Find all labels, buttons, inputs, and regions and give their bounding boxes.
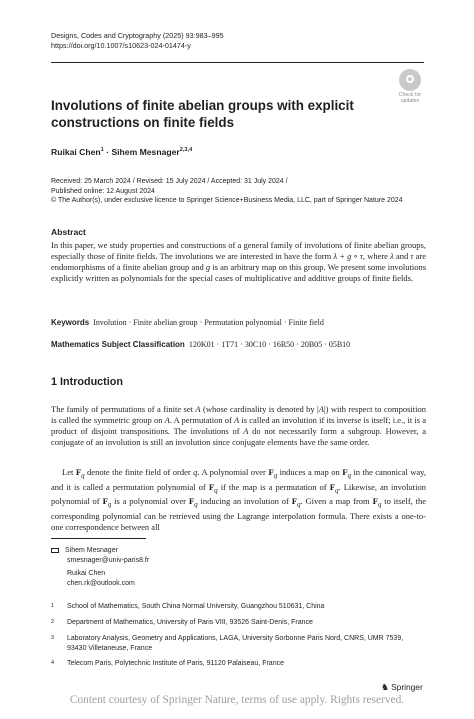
published-date: Published online: 12 August 2024	[51, 187, 155, 195]
check-updates-icon	[399, 69, 421, 91]
author-name[interactable]: Ruikai Chen	[51, 147, 101, 157]
field-symbol: F	[75, 468, 82, 477]
field-symbol: F	[329, 482, 335, 492]
affiliation-item	[51, 602, 431, 612]
keywords-value: Involution · Finite abelian group · Permutation polynomial · Finite field	[93, 318, 324, 327]
field-symbol: F	[268, 468, 274, 477]
affiliation-number: 4	[51, 660, 55, 666]
contact-email[interactable]: smesnager@univ-paris8.fr	[67, 556, 150, 564]
author-separator: ·	[103, 147, 112, 157]
msc-classification	[51, 340, 431, 349]
msc-label: Mathematics Subject Classification	[51, 340, 185, 349]
author-list	[51, 147, 192, 157]
received-dates: Received: 25 March 2024 / Revised: 15 July 2024 / Accepted: 31 July 2024 /	[51, 178, 288, 185]
contact-name: Sihem Mesnager	[65, 547, 118, 554]
footnote-rule	[51, 538, 146, 539]
journal-header	[51, 31, 224, 51]
contact-block	[51, 546, 149, 588]
courtesy-banner: Content courtesy of Springer Nature, terms of use apply. Rights reserved.	[69, 694, 405, 706]
copyright-line: © The Author(s), under exclusive licence to Springer Science+Business Media, LLC, part of Springer Nature 2024	[51, 197, 403, 205]
affiliation-text: Department of Mathematics, University of Paris VIII, 93526 Saint-Denis, France	[67, 619, 313, 626]
journal-citation: Designs, Codes and Cryptography (2025) 93:983–995	[51, 31, 224, 40]
springer-horse-icon: ♞	[381, 682, 390, 692]
field-symbol: F	[372, 497, 378, 507]
affiliation-item	[51, 659, 431, 669]
paper-title: Involutions of finite abelian groups with explicit constructions on finite fields	[51, 98, 354, 130]
section-heading: 1 Introduction	[51, 376, 123, 388]
msc-value: 120K01 · 1T71 · 30C10 · 16R50 · 20B05 · 05B10	[188, 340, 351, 349]
author-affiliation-mark: 2,3,4	[179, 147, 193, 154]
affiliation-number: 3	[51, 635, 55, 641]
intro-paragraph-1: The family of permutations of a finite set A (whose cardinality is denoted by |A|) with respect to composition is called the symmetric group on A. A permutation of A is called an involution if its inverse is itself; i.e., it is a product of disjoint transpositions. The involutions of A do not necessarily form a subgroup. However, a conjugate of an involution is still an involution since conjugate elements have the same order.	[51, 404, 426, 447]
math-form: λ + g ∘ τ	[333, 250, 363, 261]
header-rule	[51, 62, 424, 63]
keywords	[51, 318, 431, 327]
affiliation-number: 2	[51, 619, 55, 625]
doi-link[interactable]: https://doi.org/10.1007/s10623-024-01474-y	[51, 41, 191, 50]
affiliation-item	[51, 618, 431, 628]
field-symbol: F	[342, 468, 348, 477]
affiliation-item	[51, 634, 431, 653]
abstract-text: In this paper, we study properties and constructions of a general family of involutions of finite abelian groups, especially those of finite fields. The involutions we are interested in have the form λ + g ∘ τ, where λ and τ are endomorphisms of a finite abelian group and g is an arbitrary map on this group. We present some involutions explicitly written as polynomials for the special cases of multiplicative and additive groups of finite fields.	[51, 240, 426, 283]
publication-dates	[51, 177, 451, 206]
field-symbol: F	[291, 497, 297, 507]
contact-email[interactable]: chen.rk@outlook.com	[67, 579, 135, 587]
field-symbol: F	[208, 482, 215, 492]
keywords-label: Keywords	[51, 318, 90, 327]
affiliation-number: 1	[51, 603, 55, 609]
affiliation-text: Laboratory Analysis, Geometry and Applications, LAGA, University Sorbonne Paris Nord, CNRS, UMR 7539, 93430 Villetaneuse, France	[67, 635, 404, 652]
field-symbol: F	[188, 497, 195, 507]
badge-label: Check for updates	[398, 92, 422, 104]
intro-paragraph-2: Let $F_q$ denote the finite field of order q. A polynomial over $F_q$ induces a map on $F_q$ in the canonical way, and it is called a permutation polynomial of $F_q$ if the map is a permutation of $F_q$. Likewise, an involution polynomial of $F_q$ is a polynomial over $F_q$ inducing an involution of $F_q$. Given a map from $F_q$ to itself, the corresponding polynomial can be retrieved using the Lagrange interpolation formula. There exists a one-to-one correspondence between all	[51, 467, 427, 532]
abstract-heading: Abstract	[51, 227, 86, 237]
affiliation-text: School of Mathematics, South China Normal University, Guangzhou 510631, China	[67, 603, 325, 610]
author-affiliation-mark: 1	[100, 147, 104, 154]
contact-name: Ruikai Chen	[67, 570, 106, 578]
publisher-name: Springer	[391, 682, 423, 692]
author-name[interactable]: Sihem Mesnager	[111, 147, 180, 157]
field-symbol: F	[102, 497, 108, 507]
check-for-updates-badge[interactable]	[393, 69, 427, 103]
publisher-logo	[381, 682, 423, 693]
envelope-icon	[51, 548, 59, 553]
affiliation-text: Telecom Paris, Polytechnic Institute of Paris, 91120 Palaiseau, France	[67, 660, 284, 667]
